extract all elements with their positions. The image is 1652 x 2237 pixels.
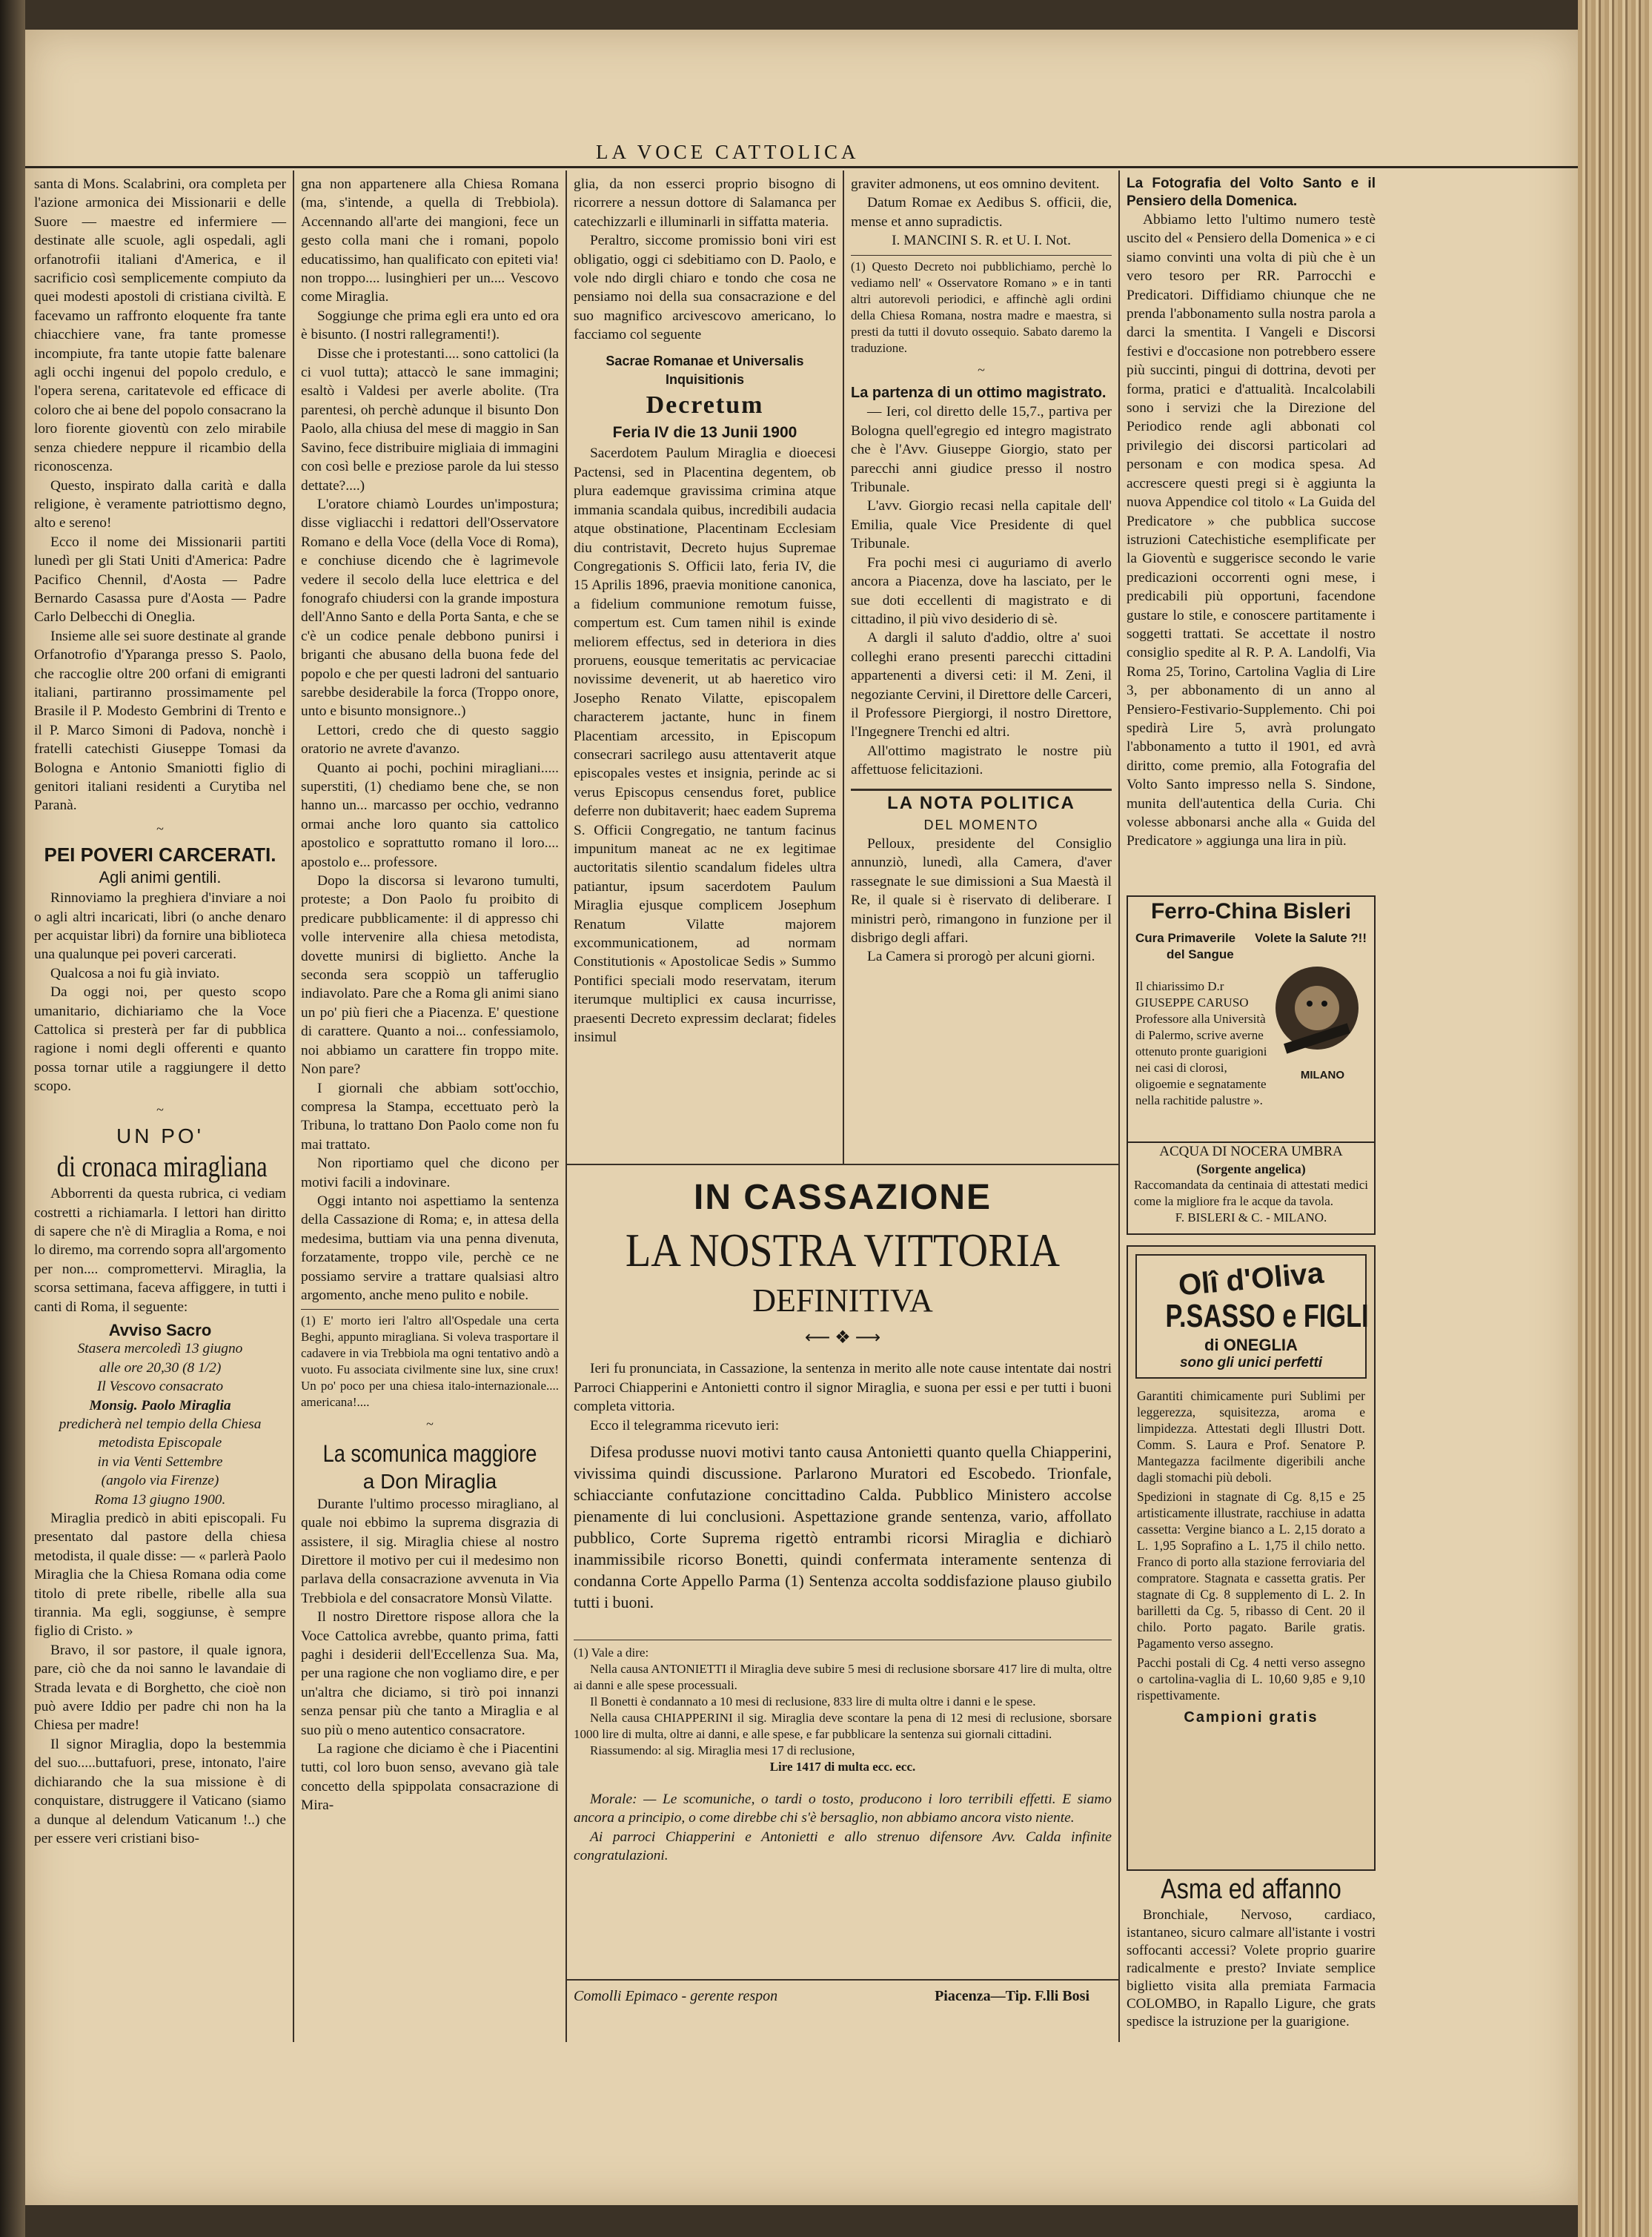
article-paragraph: Pelloux, presidente del Consiglio annunziò, lunedì, alla Camera, d'aver rassegnate le sue dimissioni a Sua Maestà il Re, il quale si è riservato di deliberare. I ministri però, rimangono in funzione per il disbrigo degli affari. (851, 835, 1112, 946)
article-paragraph: Durante l'ultimo processo miragliano, al quale noi ebbimo la suprema disgrazia di assistere, il sig. Miraglia chiese al nostro Direttore il motivo per cui il medesimo non parlava della consacrazione avvenuta in Via Trebbiola e del consacratore Monsù Vilatte. (301, 1496, 559, 1606)
bisleri-city: MILANO (1300, 1069, 1344, 1081)
article-paragraph: La ragione che diciamo è che i Piacentini tutti, col loro buon senso, avevano già tale concetto della spippolata consacrazione di Mira- (301, 1741, 559, 1814)
carcerati-subtitle: Agli animi gentili. (99, 868, 222, 887)
footer (574, 1988, 1112, 2005)
article-paragraph: Miraglia predicò in abiti episcopali. Fu presentato dal pastore della chiesa metodista, il quale disse: — « parlerà Paolo Miraglia che la Chiesa Romana odia come titolo di prete ribelle, ribelle alla sua tirannia. Ma egli, soggiunse, è sempre figlio di Cristo. » (34, 1511, 286, 1640)
column-2 (301, 175, 559, 1815)
column-rule (843, 170, 844, 1164)
decree-text: Sacerdotem Paulum Miraglia e dioecesi Pactensi, sed in Placentina degentem, ob plura eademque gravissima crimina atque immania scandala quibus, incredibili audacia atque obstinatione, Placentinam Ecclesiam diu contristavit, Decreto hujus Supremae Congregationis S. Officii lato, feria IV, die 15 Aprilis 1896, praevia monitione canonica, a fidelium communione remotum fuisse, compertum est. Cum tamen nihil is exinde meliorem effectus, sed in deteriora in dies proruens, eousque temeritatis ac pervicaciae novissime devenerit, ut ab haeretico viro Josepho Renato Vilatte, episcopalem characterem jactante, hunc in finem Placentiam arcessito, in Episcopum consecrari sacrilego ausu attentaverit atque episcopales vestes et insignia, perinde ac si verus Episcopus censendus foret, publice deferre non dubitaverit; haec eadem Suprema S. Officii Congregatio, ne tantum facinus impunitum maneat ac ne ex legitimae auctoritatis silentio scandalum fideles ultra patiantur, ipsum sacerdotem Paulum Miraglia ejusque complicem Josephum Renatum Vilatte majorem excommunicationem, ad normam Constitutionis « Apostolicae Sedis » Summo Pontifici speciali modo reservatam, iterum iterumque multiplici ex causa incurrisse, praesenti Decreto expressim declarat; fideles insimul (574, 445, 836, 1046)
article-paragraph: Il signor Miraglia, dopo la bestemmia del suo.....buttafuori, prese, intonato, l'aire dichiarando che la sua missione è di conquistare, distruggere il Vaticano (siamo a dunque al delendum Vaticanum !..) che per essere veri cristiani biso- (34, 1736, 286, 1846)
article-paragraph: Oggi intanto noi aspettiamo la sentenza della Cassazione di Roma; e, in attesa della medesima, buttiam via una penna divenuta, forzatamente, troppo vile, perchè ce ne possiamo servire a trattare qualsiasi altro argomento, anche meno pulito e nobile. (301, 1193, 559, 1303)
ornament: ~ (156, 1101, 164, 1117)
article-paragraph: Datum Romae ex Aedibus S. officii, die, mense et anno supradictis. (851, 195, 1112, 230)
column-4 (851, 175, 1112, 967)
footnote-block (574, 1640, 1112, 1775)
article-paragraph: Abborrenti da questa rubrica, ci vediam costretti a richiamarla. I lettori han diritto di sapere che n'è di Miraglia a Roma, e noi lo diremo, ma correndo sopra all'argomento per non.... compromettervi. Miraglia, la scorsa settimana, faceva affiggere, in tutti i canti di Roma, il seguente: (34, 1186, 286, 1315)
partenza-title: La partenza di un ottimo magistrato. (851, 385, 1107, 402)
footnote-line: Il Bonetti è condannato a 10 mesi di reclusione, 833 lire di multa oltre i danni e le spese. (590, 1694, 1036, 1709)
section-rule (565, 1164, 1118, 1165)
decree-title: Decretum (646, 391, 764, 420)
article-paragraph: Ecco il telegramma ricevuto ieri: (590, 1417, 780, 1434)
footer-gerente: Comolli Epimaco - gerente respon (574, 1988, 778, 2004)
decree-date: Feria IV die 13 Junii 1900 (612, 424, 797, 442)
masthead-title: LA VOCE CATTOLICA (596, 141, 860, 163)
morale-text: Morale: — Le scomuniche, o tardi o tosto, producono i loro terribili effetti. E siamo ancora a principio, o come direbbe chi s'è bersaglio, non abbiamo ancora visto niente. (574, 1792, 1112, 1826)
article-paragraph: Da oggi noi, per questo scopo umanitario, dichiariamo che la Voce Cattolica si presterà per far di pubblica ragione i nomi degli offerenti e quanto possa tornar utile a raggiungere il detto scopo. (34, 984, 286, 1095)
nocera-ad (1127, 1140, 1376, 1235)
avviso-title: Avviso Sacro (108, 1320, 212, 1339)
bisleri-text: Il chiarissimo D.r GIUSEPPE CARUSO Professore alla Università di Palermo, scrive averne ottenuto pronte guarigioni nei casi di clorosi, oligoemie e segnatamente nella rachitide palustre ». (1135, 979, 1267, 1107)
footnote-line: Nella causa CHIAPPERINI il sig. Miraglia deve scontare la pena di 12 mesi di reclusione, sborsare 1000 lire di multa, oltre ai danni, e alle spese, e far pubblicare la sentenza sui giornali cittadini. (574, 1711, 1112, 1742)
article-paragraph: Lettori, credo che di questo saggio oratorio ne avrete d'avanzo. (301, 722, 559, 758)
article-paragraph: L'avv. Giorgio recasi nella capitale dell' Emilia, quale Vice Presidente di quel Tribunale. (851, 498, 1112, 552)
nota-politica-title: LA NOTA POLITICA (887, 792, 1075, 813)
column-rule (1118, 170, 1120, 2042)
masthead (25, 110, 1578, 168)
asma-title: Asma ed affanno (1161, 1874, 1341, 1905)
nocera-signature: F. BISLERI & C. - MILANO. (1175, 1210, 1327, 1224)
nocera-title: ACQUA DI NOCERA UMBRA (1159, 1144, 1343, 1159)
sasso-spedizioni: Spedizioni in stagnate di Cg. 8,15 e 25 artisticamente illustrate, racchiuse in adatta cassetta: Vergine bianco a L. 2,15 dorato a L. 1,95 Soprafino a L. 1,75 il chilo netto. Franco di porto alla stazione ferroviaria del compratore. Stagnata e cassetta gratis. Per stagnate di Cg. 8 supplemento di L. 2. In barilletti da Cg. 5, ribasso di Cent. 20 il chilo. Porto pagato. Barile gratis. Pagamento verso assegno. (1137, 1489, 1365, 1651)
signature: I. MANCINI S. R. et U. I. Not. (892, 233, 1071, 249)
fotografia-title: La Fotografia del Volto Santo e il Pensiero della Domenica. (1127, 176, 1376, 209)
cronaca-title: di cronaca miragliana (56, 1150, 268, 1184)
sasso-campioni: Campioni gratis (1184, 1709, 1318, 1726)
column-3 (574, 175, 836, 1047)
avviso-line: Il Vescovo consacrato (96, 1379, 224, 1395)
article-paragraph: Qualcosa a noi fu già inviato. (50, 965, 220, 981)
bisleri-tag-left: Cura Primaverile (1135, 931, 1236, 945)
footnote-line: Lire 1417 di multa ecc. ecc. (769, 1760, 916, 1774)
cassazione-kicker: IN CASSAZIONE (693, 1178, 992, 1217)
article-paragraph: santa di Mons. Scalabrini, ora completa per l'azione armonica dei Missionarii e delle Suore — maestre ed infermiere — destinate alle scuole, agli ospedali, agli orfanotrofii italiani d'America, e il sacrificio così semplicemente compiuto da quei modesti apostoli di cristiana civiltà. E facevamo un raffronto eloquente fra tante chiacchiere vane, fra tante promesse incompiute, fra tante utopie fatte balenare agli occhi ingenui del popolo credulo, e l'opera serena, caritatevole ed efficace di coloro che ai bene del popolo consacrano la loro fiorente gioventù con zelo mirabile senza chiedere neppure il ricambio della riconoscenza. (34, 176, 286, 475)
column-1 (34, 175, 286, 1848)
article-paragraph: Disse che i protestanti.... sono cattolici (la ci vuol tutta); attaccò le sane immagini; esaltò i Valdesi per averle abolite. (Tra parentesi, oh perchè adunque il bisunto Don Paolo, alla chiusa del mese di maggio in San Savino, fece distribuire migliaia di immagini con così belle e preziose parole da lui stesso dettate?....) (301, 345, 559, 494)
newspaper-page (25, 30, 1578, 2205)
avviso-line: Roma 13 giugno 1900. (94, 1491, 226, 1508)
article-paragraph: La Camera si prorogò per alcuni giorni. (867, 949, 1095, 965)
sasso-pacchi: Pacchi postali di Cg. 4 netti verso assegno o cartolina-vaglia di L. 10,60 9,85 e 9,10 rispettivamente. (1137, 1655, 1365, 1703)
article-paragraph: Dopo la discorsa si levarono tumulti, proteste; a Don Paolo fu proibito di predicare pubblicamente: il di appresso chi volle intervenire alla chiesa metodista, dovette munirsi di biglietto. Anche la seconda sera scoppiò un tafferuglio indiavolato. Pare che a Roma gli animi siano un po' più fieri che a Piacenza. E' questione di carattere. Quanto a noi... confessiamolo, noi abbiamo un carattere fin troppo mite. Non pare? (301, 873, 559, 1078)
ornament: ⟵ ❖ ⟶ (804, 1328, 881, 1348)
footer-tipografia: Piacenza—Tip. F.lli Bosi (935, 1988, 1089, 2004)
augurio-text: Ai parroci Chiapperini e Antonietti e allo strenuo difensore Avv. Calda infinite congratulazioni. (574, 1829, 1112, 1864)
cassazione-subtitle: DEFINITIVA (752, 1282, 933, 1319)
footnote: (1) Questo Decreto noi pubblichiamo, perchè lo vediamo nell' « Osservatore Romano » e in tanti altri autorevoli periodici, e affinchè agli ordini della Chiesa Romana, nostra madre e maestra, si presti da tutti il dovuto ossequio. Sabato daremo la traduzione. (851, 255, 1112, 357)
sasso-brand: P.SASSO e FIGLI (1165, 1298, 1369, 1334)
article-paragraph: graviter admonens, ut eos omnino devitent. (851, 176, 1100, 192)
article-paragraph: — Ieri, col diretto delle 15,7., partiva per Bologna quell'egregio ed integro magistrato che è l'Avv. Giuseppe Giorgio, stato per parecchi anni giudice presso il nostro Tribunale. (851, 404, 1112, 496)
column-rule (565, 170, 567, 2042)
nocera-subtitle: (Sorgente angelica) (1196, 1161, 1306, 1176)
bisleri-tag-right: Volete la Salute ?!! (1255, 931, 1367, 945)
article-paragraph: All'ottimo magistrato le nostre più affettuose felicitazioni. (851, 743, 1112, 778)
asma-text: Bronchiale, Nervoso, cardiaco, istantaneo, sicuro calmare all'istante i vostri soffocanti accessi? Volete proprio guarire radicalmente e presto? Inviate semplice biglietto visita alla premiata Farmacia COLOMBO, in Rapallo Ligure, che grats spedisce la istruzione per la guarigione. (1127, 1907, 1376, 2029)
scomunica-subtitle: a Don Miraglia (362, 1469, 497, 1493)
article-paragraph: Peraltro, siccome promissio boni viri est obligatio, oggi ci sdebitiamo con D. Paolo, e vole ndo dirgli chiaro e tondo che cosa ne pensiamo noi della sua consacrazione e del suo magnifico arcivescovo americano, lo facciamo col seguente (574, 233, 836, 343)
article-paragraph: Rinnoviamo la preghiera d'inviare a noi o agli altri incaricati, libri (o anche denaro per acquistar libri) da fornire una biblioteca una qualunque pei poveri carcerati. (34, 890, 286, 963)
avviso-line: predicherà nel tempio della Chiesa (59, 1416, 262, 1432)
scomunica-title: La scomunica maggiore (322, 1439, 537, 1467)
avviso-line: alle ore 20,30 (8 1/2) (99, 1359, 222, 1376)
article-paragraph: Bravo, il sor pastore, il quale ignora, pare, ciò che da noi sanno le lavandaie di Strada levata e di Borghetto, che cioè non può avere Iddio per padre chi non ha la Chiesa per madre! (34, 1642, 286, 1734)
article-paragraph: L'oratore chiamò Lourdes un'impostura; disse vigliacchi i redattori dell'Osservatore Romano e della Voce (della Voce di Roma), e conchiuse dicendo che è lagrimevole vedere il secolo della luce elettrica e del fonografo chiudersi con la grande impostura dell'Anno Santo e della Porta Santa, e che se c'è un codice penale debbono punirsi i briganti che abusano della buona fede del popolo e che per questi ladroni del santuario sarebbe desiderabile la forca (Troppo onore, unto e bisunto monsignore..) (301, 496, 559, 720)
cassazione-article (574, 1175, 1112, 1866)
article-paragraph: Soggiunge che prima egli era unto ed ora è bisunto. (I nostri rallegramenti!). (301, 308, 559, 343)
avviso-line: Monsig. Paolo Miraglia (89, 1397, 231, 1414)
article-paragraph: Quanto ai pochi, pochini miragliani..... superstiti, (1) chediamo bene che, se non hanno un... marcasso per occhio, vedranno ormai anche loro quanto sia cattolico apostolico e soprattutto romano il loro.... apostolo e... professore. (301, 760, 559, 870)
column-5 (1127, 175, 1376, 851)
article-paragraph: Il nostro Direttore rispose allora che la Voce Cattolica avrebbe, quanto prima, fatti paghi i desiderii dell'Eccellenza Sua. Ma, per una ragione che non vogliamo dire, e per un'altra che diciamo, si tirò poi innanzi senza pensar più che tanto a Miraglia e al suo più o meno autentico consacratore. (301, 1609, 559, 1738)
article-paragraph: Fra pochi mesi ci auguriamo di averlo ancora a Piacenza, dove ha lasciato, per le sue doti eccellenti di magistrato e di cittadino, il più vivo desiderio di sè. (851, 554, 1112, 627)
nota-politica-subtitle: DEL MOMENTO (923, 817, 1039, 832)
book-binding (1578, 0, 1652, 2237)
sasso-city: di ONEGLIA (1204, 1336, 1298, 1354)
bisleri-ad (1127, 895, 1376, 1143)
sasso-text: Garantiti chimicamente puri Sublimi per leggerezza, squisitezza, aroma e limpidezza. Attestati degli Illustri Dott. Comm. S. Laura e Prof. Senatore P. Mantegazza facilmente digeribili anche dagli stomachi più deboli. (1137, 1388, 1365, 1485)
article-paragraph: glia, da non esserci proprio bisogno di ricorrere a nessun dottore di Salamanca per catechizzarli e illuminarli in siffatta materia. (574, 176, 836, 230)
article-paragraph: Ieri fu pronunciata, in Cassazione, la sentenza in merito alle note cause intentate dai nostri Parroci Chiapperini e Antonietti contro il signor Miraglia, e suona per essi e per tutti i buoni completa vittoria. (574, 1361, 1112, 1415)
sasso-tagline: sono gli unici perfetti (1179, 1355, 1323, 1371)
footnote-line: Riassumendo: al sig. Miraglia mesi 17 di reclusione, (590, 1743, 855, 1758)
left-page-edge (0, 0, 25, 2237)
footnote: (1) E' morto ieri l'altro all'Ospedale una certa Beghi, appunto miragliana. Si voleva trasportare il cadavere in via Trebbiola ma ogni tentativo andò a vuoto. Fu associata civilmente sine lux, sine crux! Un po' poco per una chiesa italo-internazionale.... americana!.... (301, 1309, 559, 1411)
cassazione-title: LA NOSTRA VITTORIA (625, 1224, 1061, 1276)
avviso-line: Stasera mercoledì 13 giugno (77, 1341, 243, 1357)
article-paragraph: Questo, inspirato dalla carità e dalla religione, è veramente patriottismo degno, alto e sereno! (34, 477, 286, 531)
article-paragraph: I giornali che abbiam sott'occhio, compresa la Stampa, eccettuato però la Tribuna, lo trattano Don Paolo come non fu mai trattato. (301, 1080, 559, 1153)
lion-head-icon (1269, 962, 1365, 1066)
bisleri-title: Ferro-China Bisleri (1150, 899, 1352, 924)
footnote-line: (1) Vale a dire: (574, 1646, 649, 1660)
ornament: ~ (156, 821, 164, 836)
sasso-title: Olî d'Oliva (1177, 1256, 1325, 1302)
carcerati-title: PEI POVERI CARCERATI. (44, 844, 276, 866)
article-paragraph: Abbiamo letto l'ultimo numero testè uscito del « Pensiero della Domenica » e ci siamo convinti una volta di più che è un vero tesoro per RR. Parrocchi e Predicatori. Diffidiamo chiunque che ne prenda l'abbonamento sulla nostra parola a darci la smentita. I Vangeli e Discorsi festivi e d'occasione non potrebbero essere più succinti, pingui di dottrina, devoti per forma, pratici e d'attualità. Incalcolabili sono i servizi che la Direzione del Periodico rende agli abbonati col privilegio dei discorsi particolari ad personam e con modica spesa. Ad accrescere questi pregi si è aggiunta la nuova Appendice col titolo « La Guida del Predicatore » che pubblica succose istruzioni Catechistiche esemplificate per la Gioventù e suggerisce secondo le varie predicazioni occorrenti ogni mese, i predicabili più opportuni, facendone gustare lo stile, e conoscere partitamente i soggetti trattati. Se accettate il nostro consiglio spedite al R. P. A. Landolfi, Via Roma 25, Torino, Cartolina Vaglia di Lire 3, per abbonamento di un anno al Pensiero-Festivario-Supplemento. Chi poi spedirà Lire 5, avrà prolungato l'abbonamento a tutto il 1901, ed avrà diritto, come premio, alla Fotografia del Volto Santo impresso nella S. Sindone, munita dell'autentica della Curia. Chi volesse abbonarsi anche alla « Guida del Predicatore » aggiunga una lira in più. (1127, 212, 1376, 849)
avviso-block (34, 1339, 286, 1509)
nocera-text: Raccomandata da centinaia di attestati medici come la migliore fra le acque da tavola. (1134, 1178, 1368, 1208)
bisleri-tag-right2: del Sangue (1167, 947, 1234, 961)
article-paragraph: A dargli il saluto d'addio, oltre a' suoi colleghi erano presenti parecchi cittadini appartenenti a diversi ceti: il M. Zeni, il negoziante Cervini, il Direttore delle Carceri, il Professore Piergiorgi, il nostro Direttore, l'Ingegnere Trenchi ed altri. (851, 630, 1112, 740)
telegram-text: Difesa produsse nuovi motivi tanto causa Antonietti quanto quella Chiapperini, vivissima quindi discussione. Parlarono Muratori ed Escobedo. Trionfale, schiacciante confutazione concittadino Calda. Pubblico Ministero accolse pienamente di lui conclusioni. Aspettazione grande sentenza, vario, affollato pubblico, Corte Suprema rigettò entrambi ricorsi Miraglia e dichiarò inammissibile ricorso Bonetti, quindi confermata interamente sentenza di condanna Corte Appello Parma (1) Sentenza accolta soddisfazione plauso giubilo tutti i buoni. (574, 1442, 1112, 1612)
cronaca-kicker: UN PO' (116, 1124, 205, 1148)
asma-ad (1127, 1872, 1376, 2031)
article-paragraph: Ecco il nome dei Missionarii partiti lunedì per gli Stati Uniti d'America: Padre Pacifico Chennil, d'Aosta — Padre Bernardo Casassa pure d'Aosta — Padre Carlo Delbecchi di Oneglia. (34, 534, 286, 626)
sasso-oil-ad (1127, 1245, 1376, 1871)
decree-heading: Sacrae Romanae et Universalis Inquisitionis (606, 353, 804, 388)
ornament: ~ (978, 362, 985, 377)
ornament: ~ (426, 1416, 434, 1432)
avviso-line: in via Venti Settembre (97, 1454, 223, 1470)
avviso-line: metodista Episcopale (98, 1435, 222, 1451)
article-paragraph: gna non appartenere alla Chiesa Romana (ma, s'intende, a quella di Trebbiola). Accennando all'arte dei mangioni, fece un gesto colla mani che i romani, popolo educatissimo, han qualificato con epiteti via! non troppo.... lusinghieri per un.... Vescovo come Miraglia. (301, 176, 559, 305)
footnote-line: Nella causa ANTONIETTI il Miraglia deve subire 5 mesi di reclusione sborsare 417 lire di multa, oltre ai danni e alle spese processuali. (574, 1662, 1112, 1693)
article-paragraph: Insieme alle sei suore destinate al grande Orfanotrofio d'Yparanga presso S. Paolo, che raccoglie oltre 200 orfani di emigranti italiani, partiranno prossimamente pel Brasile il P. Modesto Gembrini di Trento e il P. Marco Simoni di Padova, nonchè i fratelli catechisti Giuseppe Tomasi da Bologna e Antonio Smaniotti figlio di genitori italiani residenti a Curytiba nel Paranà. (34, 628, 286, 814)
article-paragraph: Non riportiamo quel che dicono per motivi facili a indovinare. (301, 1156, 559, 1190)
column-rule (293, 170, 294, 2042)
footer-rule (565, 1979, 1118, 1981)
avviso-line: (angolo via Firenze) (101, 1473, 219, 1489)
